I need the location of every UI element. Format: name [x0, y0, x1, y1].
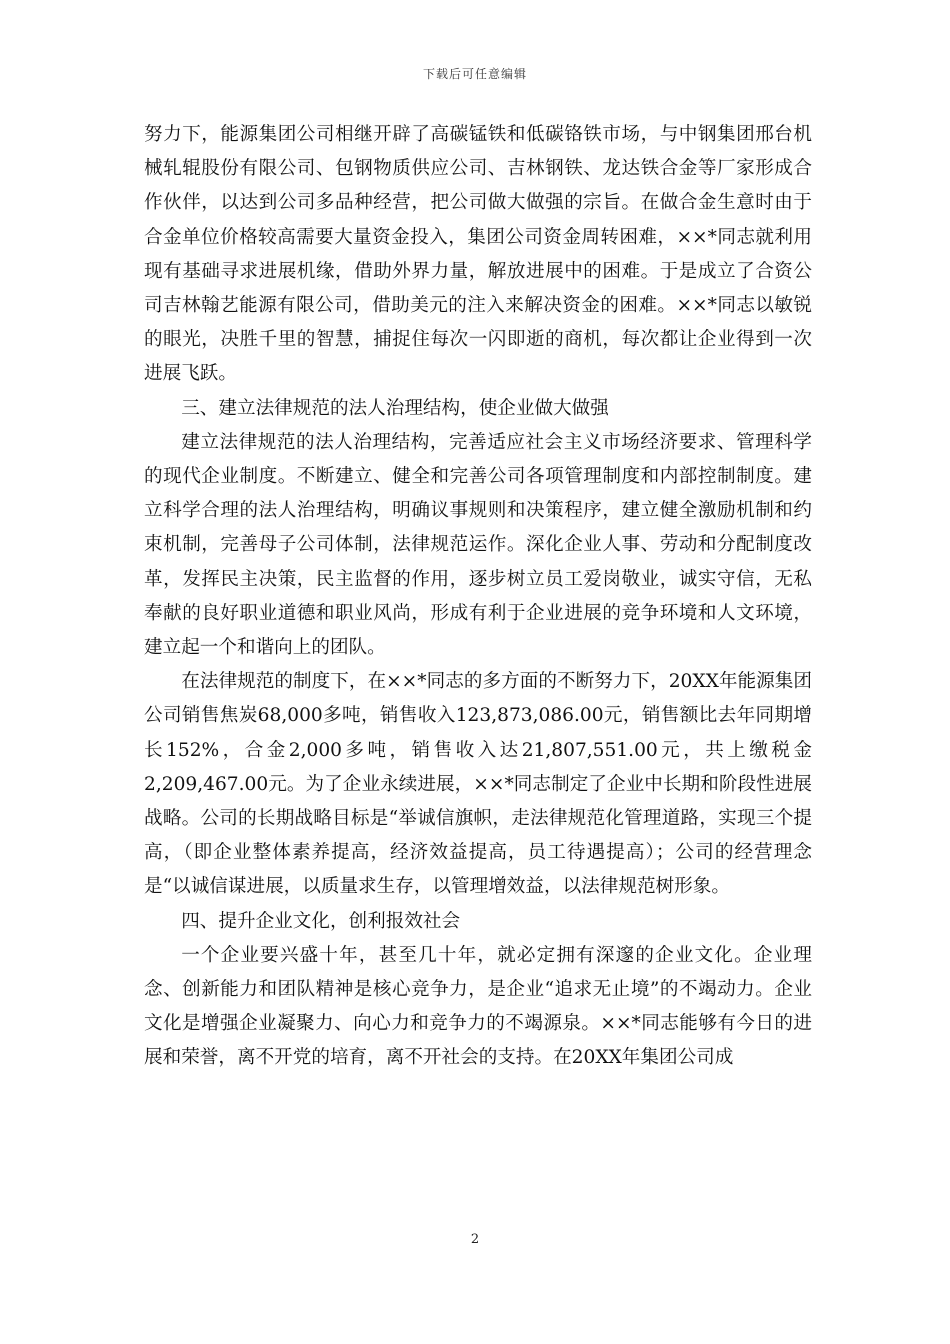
document-body — [144, 118, 812, 1076]
page-number: 2 — [470, 1232, 480, 1247]
paragraph: 一个企业要兴盛十年，甚至几十年，就必定拥有深邃的企业文化。企业理念、创新能力和团队精神是核心竞争力，是企业“追求无止境”的不竭动力。企业文化是增强企业凝聚力、向心力和竞争力的不竭源泉。××*同志能够有今日的进展和荣誉，离不开党的培育，离不开社会的支持。在20XX年集团公司成 — [144, 944, 812, 1069]
paragraph-continuation: 努力下，能源集团公司相继开辟了高碳锰铁和低碳铬铁市场，与中钢集团邢台机械轧辊股份有限公司、包钢物质供应公司、吉林钢铁、龙达铁合金等厂家形成合作伙伴，以达到公司多品种经营，把公司做大做强的宗旨。在做合金生意时由于合金单位价格较高需要大量资金投入，集团公司资金周转困难，××*同志就利用现有基础寻求进展机缘，借助外界力量，解放进展中的困难。于是成立了合资公司吉林翰艺能源有限公司，借助美元的注入来解决资金的困难。××*同志以敏锐的眼光，决胜千里的智慧，捕捉住每次一闪即逝的商机，每次都让企业得到一次进展飞跃。 — [144, 124, 812, 385]
paragraph: 在法律规范的制度下，在××*同志的多方面的不断努力下，20XX年能源集团公司销售焦炭68,000多吨，销售收入123,873,086.00元，销售额比去年同期增长152%，合金2,000多吨，销售收入达21,807,551.00元，共上缴税金2,209,467.00元。为了企业永续进展，××*同志制定了企业中长期和阶段性进展战略。公司的长期战略目标是“举诚信旗帜，走法律规范化管理道路，实现三个提高，（即企业整体素养提高，经济效益提高，员工待遇提高）；公司的经营理念是“以诚信谋进展，以质量求生存，以管理增效益，以法律规范树形象。 — [144, 671, 812, 898]
paragraph: 建立法律规范的法人治理结构，完善适应社会主义市场经济要求、管理科学的现代企业制度。不断建立、健全和完善公司各项管理制度和内部控制制度。建立科学合理的法人治理结构，明确议事规则和决策程序，建立健全激励机制和约束机制，完善母子公司体制，法律规范运作。深化企业人事、劳动和分配制度改革，发挥民主决策，民主监督的作用，逐步树立员工爱岗敬业，诚实守信，无私奉献的良好职业道德和职业风尚，形成有利于企业进展的竞争环境和人文环境，建立起一个和谐向上的团队。 — [144, 431, 812, 659]
page-header: 下载后可任意编辑 — [422, 67, 527, 81]
section-heading-four: 四、提升企业文化，创利报效社会 — [181, 910, 461, 932]
section-heading-three: 三、建立法律规范的法人治理结构，使企业做大做强 — [181, 397, 609, 419]
